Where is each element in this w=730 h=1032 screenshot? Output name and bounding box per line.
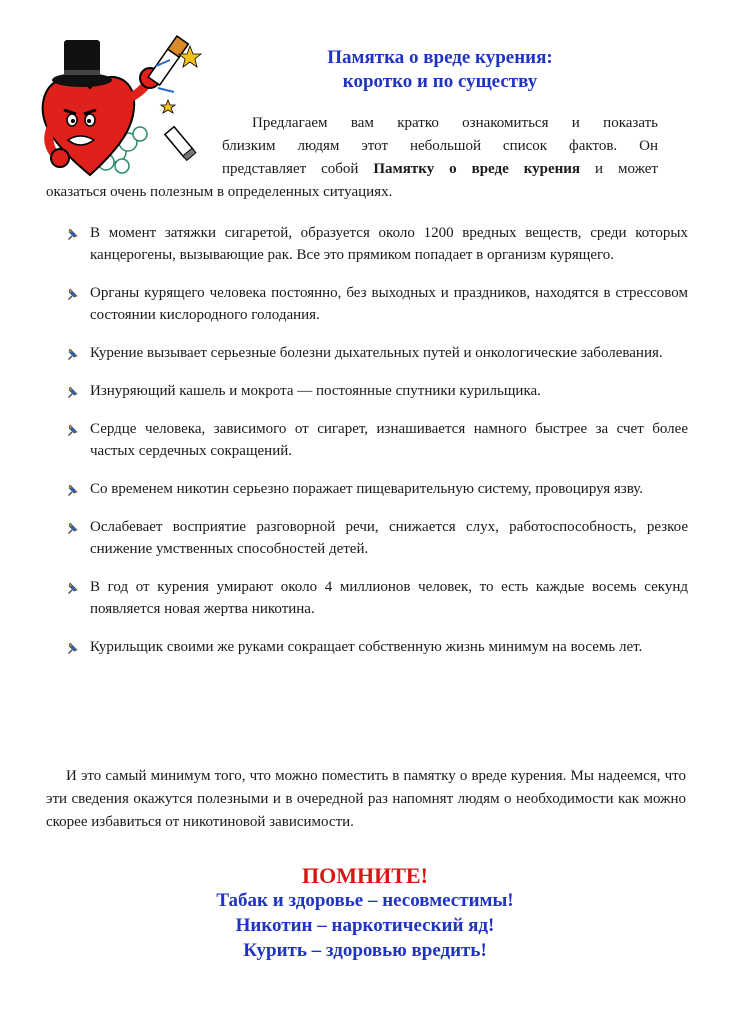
- slogans-block: [0, 888, 730, 963]
- title-line-1: Памятка о вреде курения:: [327, 47, 553, 68]
- fact-text: В момент затяжки сигаретой, образуется около 1200 вредных веществ, среди которых канцерогены, вызывающие рак. Все это прямиком попадает в организм курящего.: [90, 225, 688, 263]
- intro-paragraph: [222, 112, 658, 181]
- intro-line-2: близким людям этот небольшой список фактов. Он: [222, 138, 658, 154]
- fact-text: Сердце человека, зависимого от сигарет, изнашивается намного быстрее за счет более частых сердечных сокращений.: [90, 421, 688, 459]
- fact-text: Курильщик своими же руками сокращает собственную жизнь минимум на восемь лет.: [90, 639, 643, 655]
- pushpin-bullet-icon: [66, 642, 78, 654]
- pushpin-bullet-icon: [66, 484, 78, 496]
- pushpin-bullet-icon: [66, 424, 78, 436]
- intro-line-3: [222, 158, 658, 181]
- slogan-2: Никотин – наркотический яд!: [235, 915, 495, 936]
- heart-punching-cigarette-illustration: [30, 30, 212, 180]
- conclusion-paragraph: И это самый минимум того, что можно поместить в памятку о вреде курения. Мы надеемся, что эти сведения окажутся полезными и в очередной раз напомнят людям о необходимости как можно скорее избавиться от никотиновой зависимости.: [46, 768, 686, 830]
- pushpin-bullet-icon: [66, 582, 78, 594]
- slogan-1: Табак и здоровье – несовместимы!: [216, 890, 514, 911]
- intro-bold-term: Памятку о вреде курения: [373, 161, 581, 177]
- list-item: [66, 342, 688, 364]
- list-item: [66, 516, 688, 560]
- title-line-2: коротко и по существу: [342, 71, 538, 92]
- fact-text: Изнуряющий кашель и мокрота — постоянные спутники курильщика.: [90, 383, 541, 399]
- pushpin-bullet-icon: [66, 386, 78, 398]
- intro-line-3-start: представляет собой: [222, 161, 374, 177]
- list-item: [66, 576, 688, 620]
- intro-line-4: оказаться очень полезным в определенных ситуациях.: [46, 184, 393, 200]
- fact-text: Ослабевает восприятие разговорной речи, снижается слух, работоспособность, резкое снижение умственных способностей детей.: [90, 519, 688, 557]
- list-item: [66, 418, 688, 462]
- list-item: [66, 478, 688, 500]
- pushpin-bullet-icon: [66, 348, 78, 360]
- facts-list: [66, 222, 688, 674]
- fact-text: В год от курения умирают около 4 миллионов человек, то есть каждые восемь секунд появляется новая жертва никотина.: [90, 579, 688, 617]
- slogan-3: Курить – здоровью вредить!: [243, 940, 487, 961]
- fact-text: Органы курящего человека постоянно, без выходных и праздников, находятся в стрессовом состоянии кислородного голодания.: [90, 285, 688, 323]
- fact-text: Со временем никотин серьезно поражает пищеварительную систему, провоцируя язву.: [90, 481, 644, 497]
- pushpin-bullet-icon: [66, 288, 78, 300]
- document-title: [230, 46, 650, 94]
- list-item: [66, 380, 688, 402]
- list-item: [66, 222, 688, 266]
- list-item: [66, 636, 688, 658]
- remember-heading: ПОМНИТЕ!: [302, 863, 428, 888]
- intro-line-1: Предлагаем вам кратко ознакомиться и показать: [252, 115, 658, 131]
- list-item: [66, 282, 688, 326]
- pushpin-bullet-icon: [66, 228, 78, 240]
- fact-text: Курение вызывает серьезные болезни дыхательных путей и онкологические заболевания.: [90, 345, 663, 361]
- intro-line-3-end: и может: [580, 161, 658, 177]
- pushpin-bullet-icon: [66, 522, 78, 534]
